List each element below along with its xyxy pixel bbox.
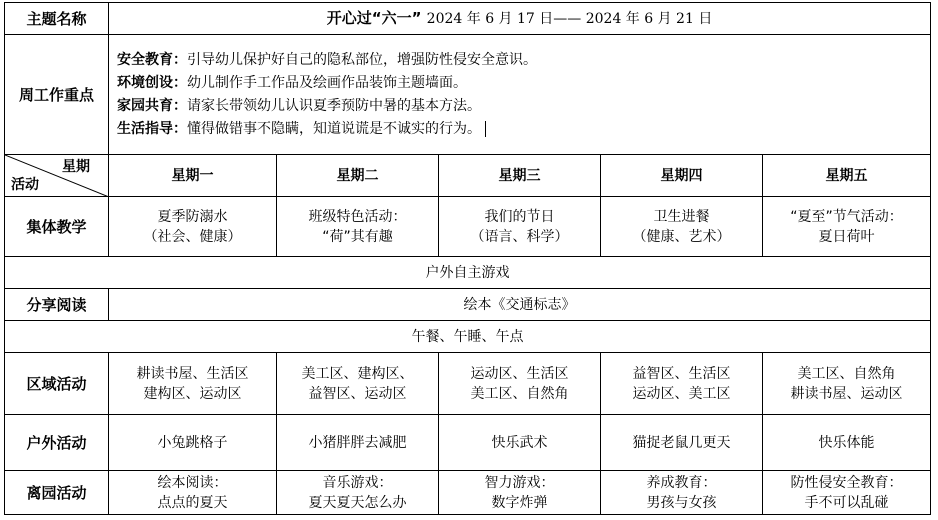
meals-row <box>5 321 931 353</box>
theme-title-cell[interactable] <box>109 3 931 35</box>
reading-row <box>5 289 931 321</box>
area-activity-row <box>5 353 931 415</box>
area-activity-label: 区域活动 <box>5 353 109 415</box>
reading-content[interactable]: 绘本《交通标志》 <box>109 289 931 321</box>
theme-label: 主题名称 <box>5 3 109 35</box>
date-range: 2024 年 6 月 17 日—— 2024 年 6 月 21 日 <box>426 11 713 27</box>
outdoor-activity-mon[interactable]: 小兔跳格子 <box>109 415 277 471</box>
area-activity-wed[interactable]: 运动区、生活区 美工区、自然角 <box>439 353 601 415</box>
reading-label: 分享阅读 <box>5 289 109 321</box>
outdoor-activity-wed[interactable]: 快乐武术 <box>439 415 601 471</box>
leaving-activity-fri[interactable]: 防性侵安全教育： 手不可以乱碰 <box>763 471 931 515</box>
day-header-row <box>5 155 931 197</box>
area-activity-fri[interactable]: 美工区、自然角 耕读书屋、运动区 <box>763 353 931 415</box>
group-teaching-row <box>5 197 931 257</box>
text-cursor <box>485 121 486 137</box>
outdoor-free-row <box>5 257 931 289</box>
corner-cell <box>5 155 109 197</box>
focus-item-life-guidance: 生活指导：懂得做错事不隐瞒，知道说谎是不诚实的行为。 <box>117 118 922 141</box>
leaving-activity-thu[interactable]: 养成教育： 男孩与女孩 <box>601 471 763 515</box>
area-activity-tue[interactable]: 美工区、建构区、 益智区、运动区 <box>277 353 439 415</box>
group-teaching-thu[interactable]: 卫生进餐 （健康、艺术） <box>601 197 763 257</box>
day-wednesday: 星期三 <box>439 155 601 197</box>
weekly-plan-table <box>4 2 931 515</box>
corner-weekday-label: 星期 <box>62 159 90 175</box>
outdoor-activity-tue[interactable]: 小猪胖胖去减肥 <box>277 415 439 471</box>
focus-content[interactable] <box>109 35 931 155</box>
outdoor-activity-fri[interactable]: 快乐体能 <box>763 415 931 471</box>
leaving-activity-tue[interactable]: 音乐游戏： 夏天夏天怎么办 <box>277 471 439 515</box>
leaving-activity-label: 离园活动 <box>5 471 109 515</box>
group-teaching-label: 集体教学 <box>5 197 109 257</box>
theme-row <box>5 3 931 35</box>
leaving-activity-wed[interactable]: 智力游戏： 数字炸弹 <box>439 471 601 515</box>
focus-label: 周工作重点 <box>5 35 109 155</box>
day-monday: 星期一 <box>109 155 277 197</box>
area-activity-thu[interactable]: 益智区、生活区 运动区、美工区 <box>601 353 763 415</box>
outdoor-activity-label: 户外活动 <box>5 415 109 471</box>
focus-row <box>5 35 931 155</box>
day-friday: 星期五 <box>763 155 931 197</box>
group-teaching-mon[interactable]: 夏季防溺水 （社会、健康） <box>109 197 277 257</box>
focus-item-environment: 环境创设：幼儿制作手工作品及绘画作品装饰主题墙面。 <box>117 74 467 91</box>
area-activity-mon[interactable]: 耕读书屋、生活区 建构区、运动区 <box>109 353 277 415</box>
meals-nap-snack[interactable]: 午餐、午睡、午点 <box>5 321 931 353</box>
leaving-activity-mon[interactable]: 绘本阅读： 点点的夏天 <box>109 471 277 515</box>
outdoor-activity-thu[interactable]: 猫捉老鼠几更天 <box>601 415 763 471</box>
leaving-activity-row <box>5 471 931 515</box>
focus-item-home-school: 家园共育：请家长带领幼儿认识夏季预防中暑的基本方法。 <box>117 97 481 114</box>
day-thursday: 星期四 <box>601 155 763 197</box>
group-teaching-tue[interactable]: 班级特色活动： “荷”其有趣 <box>277 197 439 257</box>
corner-activity-label: 活动 <box>11 177 39 193</box>
theme-title: 开心过“六一” <box>326 9 422 27</box>
outdoor-activity-row <box>5 415 931 471</box>
group-teaching-fri[interactable]: “夏至”节气活动： 夏日荷叶 <box>763 197 931 257</box>
group-teaching-wed[interactable]: 我们的节日 （语言、科学） <box>439 197 601 257</box>
focus-item-safety: 安全教育：引导幼儿保护好自己的隐私部位，增强防性侵安全意识。 <box>117 51 537 68</box>
day-tuesday: 星期二 <box>277 155 439 197</box>
outdoor-free-play[interactable]: 户外自主游戏 <box>5 257 931 289</box>
